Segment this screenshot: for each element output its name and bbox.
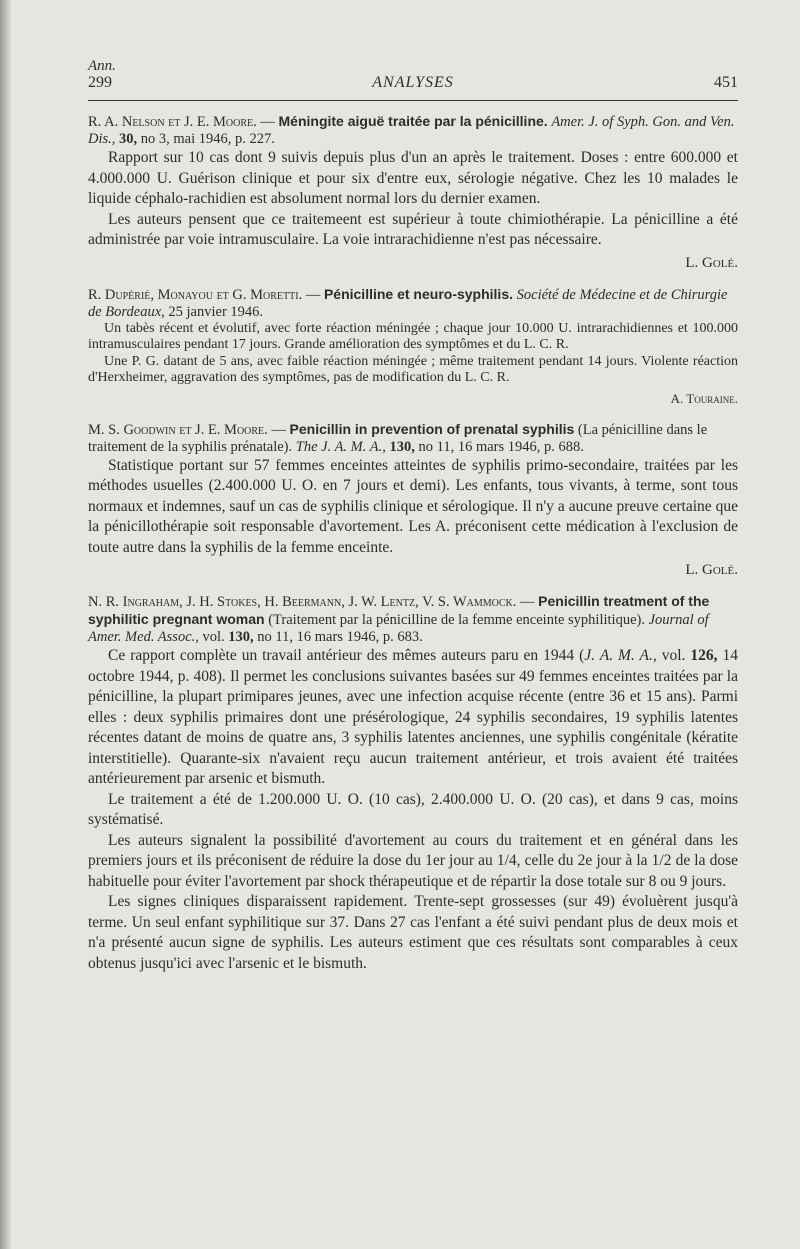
abstract-nelson-moore <box>88 113 738 272</box>
reviewer-signature: A. Touraine. <box>670 390 738 406</box>
volume: 30, <box>119 131 138 147</box>
article-title: Penicillin treatment of the syphilitic pregnant woman <box>88 593 710 627</box>
citation <box>88 286 738 321</box>
paragraph: Rapport sur 10 cas dont 9 suivis depuis plus d'un an après le traitement. Doses : entre 600.000 et 4.000.000 U. Guérison clinique et pour six d'entre eux, sérologie négative. Chez les 10 malades le liquide céphalo-rachidien est absolument normal lors du dernier examen. <box>88 149 738 207</box>
paragraph: Un tabès récent et évolutif, avec forte réaction méningée ; chaque jour 10.000 U. intrarachidiennes et 100.000 intramusculaires pendant 17 jours. Grande amélioration des symptômes et du L. C. R. <box>88 320 738 352</box>
paragraph: Le traitement a été de 1.200.000 U. O. (10 cas), 2.400.000 U. O. (20 cas), et dans 9 cas, moins systématisé. <box>88 790 738 828</box>
journal: Journal of Amer. Med. Assoc., <box>88 612 709 645</box>
abstract-goodwin-moore <box>88 421 738 580</box>
page <box>88 58 738 988</box>
book-spine-edge <box>0 0 12 1249</box>
journal: The J. A. M. A., <box>295 438 386 455</box>
text-run: 14 octobre 1944, p. 408). Il permet les conclusions suivantes basées sur 49 femmes enceintes traitées par la pénicilline, la plupart primipares jeunes, avec une infection acquise récente (entre 36 et 15 ans). Parmi elles : deux syphilis primaires dont une présérologique, 24 syphilis secondaires, 19 syphilis latentes récentes datant de moins de quatre ans, 3 syphilis latentes anciennes, une syphilis congénitale (kératite interstitielle). Quarante-six n'avaient reçu aucun traitement antérieur, et trois avaient été traitées antérieurement par arsenic et bismuth. <box>88 647 739 787</box>
authors: N. R. Ingraham, J. H. Stokes, H. Beermann, J. W. Lentz, V. S. Wammock. — <box>88 594 535 610</box>
article-title: Méningite aiguë traitée par la pénicilline. <box>278 113 548 129</box>
handwritten-page-number: 299 <box>88 74 112 91</box>
title-translation: (La pénicilline dans le traitement de la syphilis prénatale). <box>88 421 708 455</box>
abstract-ingraham <box>88 593 738 974</box>
authors: R. Dupérié, Monayou et G. Moretti. — <box>88 286 321 303</box>
text-run: vol. <box>656 647 691 664</box>
issue-details: no 11, 16 mars 1946, p. 688. <box>418 438 584 455</box>
title-translation: (Traitement par la pénicilline de la femme enceinte syphilitique). <box>268 612 645 628</box>
reviewer-signature: L. Golé. <box>685 254 738 271</box>
citation <box>88 421 738 456</box>
citation <box>88 113 738 148</box>
journal: Amer. J. of Syph. Gon. and Ven. Dis., <box>88 114 735 147</box>
paragraph: Les signes cliniques disparaissent rapidement. Trente-sept grossesses (sur 49) évoluèrent jusqu'à terme. Un seul enfant syphilitique sur 37. Dans 27 cas l'enfant a été suivi pendant plus de deux mois et n'a présenté aucun signe de syphilis. Les auteurs estiment que ces résultats sont comparables à ceux obtenus jusqu'ici avec l'arsenic et le bismuth. <box>88 893 738 972</box>
journal: J. A. M. A., <box>584 647 657 664</box>
volume: 130, <box>389 438 415 455</box>
authors: R. A. Nelson et J. E. Moore. — <box>88 114 275 130</box>
paragraph: Une P. G. datant de 5 ans, avec faible réaction méningée ; même traitement pendant 14 jours. Violente réaction d'Herxheimer, aggravation des symptômes, pas de modification du L. C. R. <box>88 353 738 385</box>
abstract-duperie <box>88 286 738 407</box>
issue-details: no 3, mai 1946, p. 227. <box>140 131 275 147</box>
citation <box>88 593 738 646</box>
running-title: ANALYSES <box>372 74 454 91</box>
page-number: 451 <box>714 74 738 91</box>
article-title: Penicillin in prevention of prenatal syphilis <box>289 420 575 437</box>
paragraph: Les auteurs pensent que ce traitemeent est supérieur à toute chimiothérapie. La pénicilline a été administrée par voie intramusculaire. La voie intrarachidienne n'est pas nécessaire. <box>88 210 738 248</box>
journal: Société de Médecine et de Chirurgie de Bordeaux, <box>88 286 728 320</box>
article-title: Pénicilline et neuro-syphilis. <box>323 285 514 302</box>
volume: 130, <box>228 629 254 645</box>
issue-details: no 11, 16 mars 1946, p. 683. <box>257 629 423 645</box>
issue-details: 25 janvier 1946. <box>168 303 264 320</box>
reviewer-signature: L. Golé. <box>685 562 738 578</box>
paragraph <box>88 646 738 790</box>
text-run: Ce rapport complète un travail antérieur des mêmes auteurs paru en 1944 ( <box>108 647 585 664</box>
volume-label: vol. <box>202 629 225 645</box>
volume: 126, <box>690 647 718 664</box>
authors: M. S. Goodwin et J. E. Moore. — <box>88 421 286 438</box>
running-header <box>88 74 738 92</box>
header-rule <box>88 100 738 101</box>
paragraph: Les auteurs signalent la possibilité d'avortement au cours du traitement et en général dans les premiers jours et ils préconisent de réduire la dose du 1er jour au 1/4, celle du 2e jour à la 1/2 de la dose habituelle pour éviter l'avortement par shock thérapeutique et de répartir la dose totale sur 8 ou 9 jours. <box>88 831 738 890</box>
paragraph: Statistique portant sur 57 femmes enceintes atteintes de syphilis primo-secondaire, traitées par les méthodes usuelles (2.400.000 U. O. en 7 jours et demi). Les enfants, tous vivants, à terme, sont tous normaux et indemnes, sauf un cas de syphilis clinique et sérologique. Il n'y a aucune preuve certaine que la pénicillothérapie soit responsable d'avortement. Les A. préconisent cette médication à l'exclusion de toute autre dans la syphilis de la femme enceinte. <box>88 456 738 556</box>
handwritten-annotation: Ann. <box>88 58 116 74</box>
